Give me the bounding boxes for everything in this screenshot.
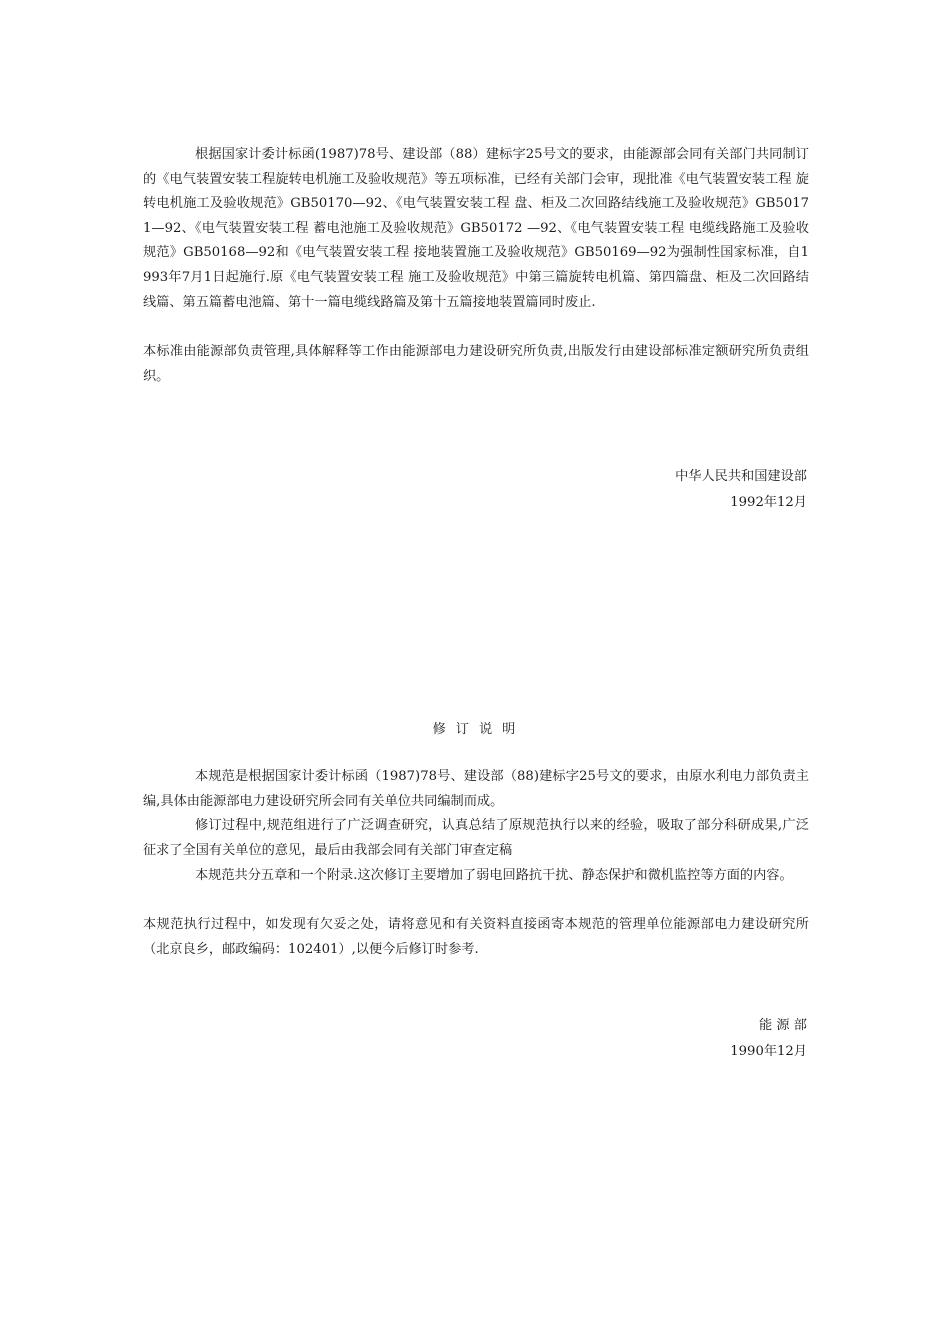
revision-paragraph-1: 本规范是根据国家计委计标函（1987)78号、建设部（88)建标字25号文的要求，由原水利电力部负责主编,具体由能源部电力建设研究所会同有关单位共同编制而成。 [143, 769, 809, 809]
revision-heading: 修订说明 [432, 722, 526, 737]
revision-date: 1990年12月 [730, 1044, 807, 1059]
notice-paragraph-1: 根据国家计委计标函(1987)78号、建设部（88）建标字25号文的要求，由能源部会同有关部门共同制订的《电气装置安装工程旋转电机施工及验收规范》等五项标准，已经有关部门会审，现批准《电气装置安装工程 旋转电机施工及验收规范》GB50170—92、《电气装置安装工程 盘、柜及二次回路结线施工及验收规范》GB50171—92、《电气装置安装工程 蓄电池施工及验收规范》GB50172 —92、《电气装置安装工程 电缆线路施工及验收规范》GB50168—92和《电气装置安装工程 接地装置施工及验收规范》GB50169—92为强制性国家标准，自1993年7月1日起施行.原《电气装置安装工程 施工及验收规范》中第三篇旋转电机篇、第四篇盘、柜及二次回路结线篇、第五篇蓄电池篇、第十一篇电缆线路篇及第十五篇接地装置篇同时废止. [143, 147, 809, 310]
revision-paragraph-2: 修订过程中,规范组进行了广泛调查研究，认真总结了原规范执行以来的经验，吸取了部分科研成果,广泛征求了全国有关单位的意见，最后由我部会同有关部门审查定稿 [143, 818, 809, 858]
notice-signer: 中华人民共和国建设部 [675, 469, 807, 484]
notice-paragraph-2: 本标准由能源部负责管理,具体解释等工作由能源部电力建设研究所负责,出版发行由建设部标准定额研究所负责组织。 [143, 344, 809, 384]
revision-signer: 能 源 部 [759, 1018, 807, 1033]
revision-paragraph-4: 本规范执行过程中，如发现有欠妥之处，请将意见和有关资料直接函寄本规范的管理单位能源部电力建设研究所（北京良乡，邮政编码：102401）,以便今后修订时参考. [143, 917, 809, 957]
notice-date: 1992年12月 [730, 495, 807, 510]
revision-paragraph-3: 本规范共分五章和一个附录.这次修订主要增加了弱电回路抗干扰、静态保护和微机监控等方面的内容。 [195, 868, 793, 883]
